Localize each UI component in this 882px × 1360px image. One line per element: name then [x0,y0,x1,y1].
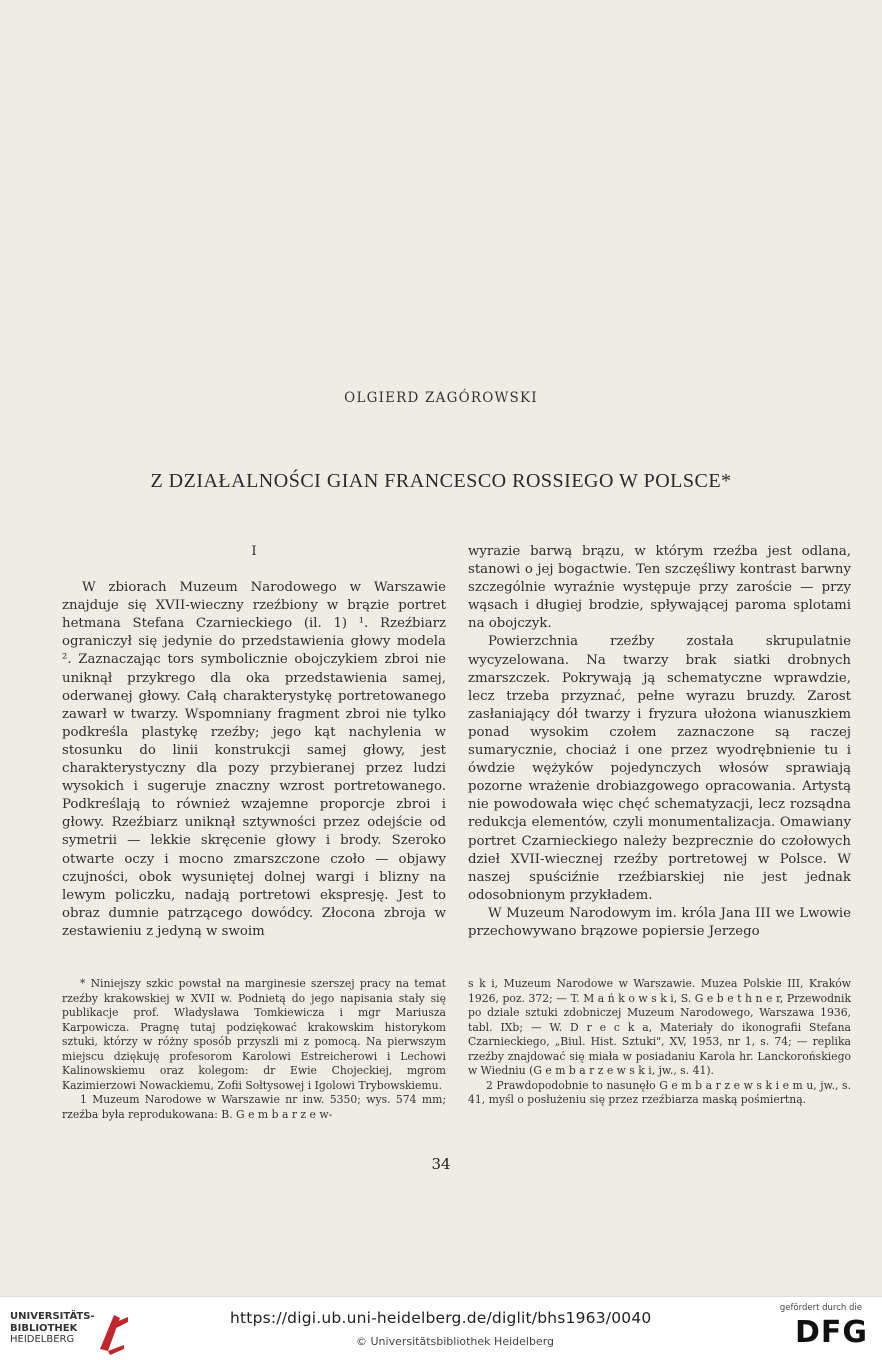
article-title: Z DZIAŁALNOŚCI GIAN FRANCESCO ROSSIEGO W POLSCE* [150,470,732,492]
library-logo[interactable] [10,1311,132,1351]
footnotes-right [468,977,851,1108]
paragraph: W zbiorach Muzeum Narodowego w Warszawie znajduje się XVII-wieczny rzeźbiony w brązie portret hetmana Stefana Czarnieckiego (il. 1) ¹. Rzeźbiarz ograniczył się jedynie do przedstawienia głowy modela ². Zaznaczając tors symbolicznie obojczykiem zbroi nie uniknął przykrego dla oka przedstawienia samej, oderwanej głowy. Całą charakterystykę portretowanego zawarł w twarzy. Wspomniany fragment zbroi nie tylko podkreśla plastykę rzeźby; jego kąt nachylenia w stosunku do linii konstrukcji samej głowy, jest charakterystyczny dla pozy przybieranej przez ludzi wysokich i sugeruje znaczny wzrost portretowanego. Podkreślają to również wzajemne proporcje zbroi i głowy. Rzeźbiarz uniknął sztywności przez odejście od symetrii — lekkie skręcenie głowy i brody. Szeroko otwarte oczy i mocno zmarszczone czoło — objawy czujności, obok wysuniętej dolnej wargi i blizny na lewym policzku, nadają portretowi ekspresję. Jest to obraz dumnie patrzącego dowódcy. Złocona zbroja w zestawieniu z jedyną w swoim [62,580,446,939]
footnote: s k i, Muzeum Narodowe w Warszawie. Muzea Polskie III, Kraków 1926, poz. 372; — T. M a ń k o w s k i, S. G e b e t h n e r, Przewodnik po dziale sztuki zdobniczej Muzeum Narodowego, Warszawa 1936, tabl. IXb; — W. D r e c k a, Materiały do ikonografii Stefana Czarnieckiego, „Biul. Hist. Sztuki", XV, 1953, nr 1, s. 74; — replika rzeźby znajdować się miała w posiadaniu Karola hr. Lanckorońskiego w Wiedniu (G e m b a r z e w s k i, jw., s. 41). [468,977,851,1077]
author-name: OLGIERD ZAGÓROWSKI [344,390,538,406]
footer-bar [0,1296,882,1360]
footnote: * Niniejszy szkic powstał na marginesie szerszej pracy na temat rzeźby krakowskiej w XVII w. Podnietą do jego napisania stały się publikacje prof. Władysława Tomkiewicza i mgr Mariusza Karpowicza. Pragnę tutaj podziękować krakowskim historykom sztuki, którzy w różny sposób przyszli mi z pomocą. Na pierwszym miejscu dziękuję profesorom Karolowi Estreicherowi i Lechowi Kalinowskiemu oraz kolegom: dr Ewie Chojeckiej, mgrom Kazimierzowi Nowackiemu, Zofii Sołtysowej i Igolowi Trybowskiemu. [62,977,446,1092]
page-number: 34 [431,1155,451,1173]
library-logo-line: HEIDELBERG [10,1334,75,1345]
copyright-notice: © Universitätsbibliothek Heidelberg [356,1335,555,1348]
funding-label: gefördert durch die [779,1303,862,1313]
library-logo-line: UNIVERSITÄTS- [10,1311,95,1322]
permalink-url[interactable]: https://digi.ub.uni-heidelberg.de/diglit/bhs1963/0040 [230,1309,652,1327]
footnote: 2 Prawdopodobnie to nasunęło G e m b a r z e w s k i e m u, jw., s. 41, myśl o posłużeniu się przez rzeźbiarza maską pośmiertną. [468,1078,851,1106]
library-emblem-icon [94,1309,134,1355]
paragraph: Powierzchnia rzeźby została skrupulatnie wycyzelowana. Na twarzy brak siatki drobnych zmarszczek. Pokrywają ją schematyczne wprawdzie, lecz trzeba przyznać, pełne wyrazu bruzdy. Zarost zasłaniający dół twarzy i fryzura ułożona wianuszkiem ponad wysokim czołem zaznaczone są raczej sumarycznie, chociaż i one przez wyodrębnienie tu i ówdzie wężyków pojedynczych włosów sprawiają pozorne wrażenie drobiazgowego opracowania. Artystą nie powodowała więc chęć schematyzacji, lecz rozsądna redukcja elementów, czyli monumentalizacja. Omawiany portret Czarnieckiego należy bezprecznie do czołowych dzieł XVII-wiecznej rzeźby portretowej w Polsce. W naszej spuściźnie rzeźbiarskiej nie jest jednak odosobnionym przykładem. [468,634,851,903]
left-text-column [62,543,446,941]
section-number: I [251,544,257,559]
footnote: 1 Muzeum Narodowe w Warszawie nr inw. 5350; wys. 574 mm; rzeźba była reprodukowana: B. G e m b a r z e w- [62,1093,446,1121]
footnotes-left [62,977,446,1122]
library-logo-line: BIBLIOTHEK [10,1322,78,1334]
paragraph: wyrazie barwą brązu, w którym rzeźba jest odlana, stanowi o jej bogactwie. Ten szczęśliwy kontrast barwny szczególnie wyraźnie występuje przy zaroście — przy wąsach i długiej brodzie, spływającej paroma splotami na obojczyk. [468,544,851,632]
dfg-logo[interactable]: DFG [794,1315,868,1350]
paragraph: W Muzeum Narodowym im. króla Jana III we Lwowie przechowywano brązowe popiersie Jerzego [468,905,851,939]
right-text-column [468,543,851,941]
